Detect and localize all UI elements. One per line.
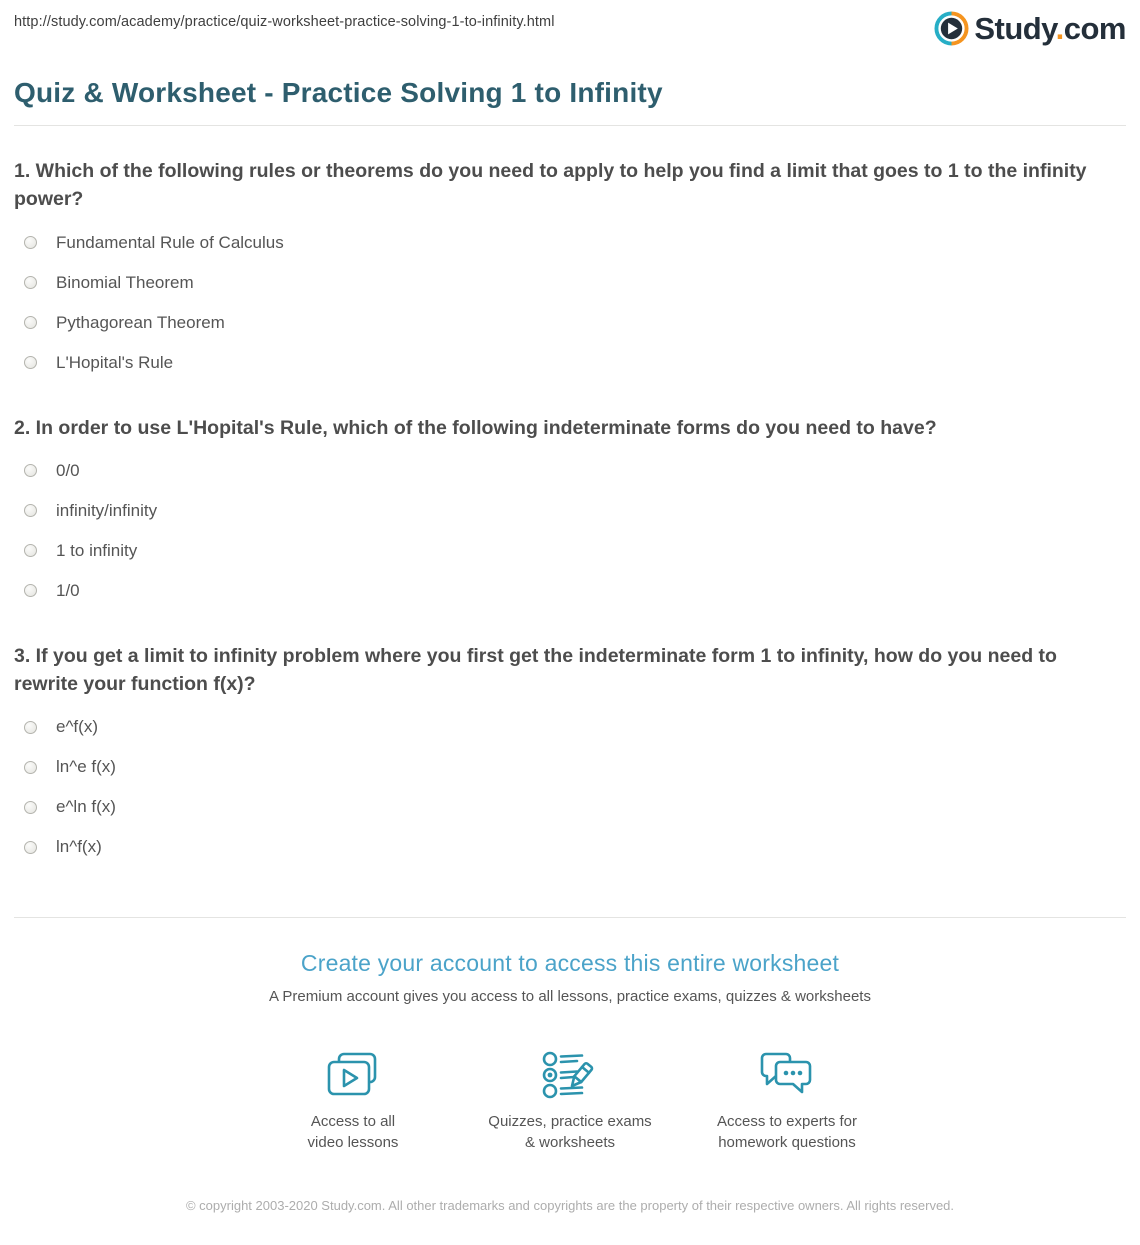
- cta-heading[interactable]: Create your account to access this entire worksheet: [300, 950, 840, 977]
- answer-option-label: 0/0: [56, 460, 80, 480]
- answer-option-label: e^f(x): [56, 717, 98, 737]
- radio-button[interactable]: [24, 276, 37, 289]
- answer-option-label: 1 to infinity: [56, 540, 138, 560]
- radio-button[interactable]: [24, 584, 37, 597]
- answer-option[interactable]: [14, 531, 1126, 571]
- page-title: Quiz & Worksheet - Practice Solving 1 to Infinity: [14, 77, 663, 108]
- answer-option-label: L'Hopital's Rule: [56, 352, 174, 372]
- chat-bubbles-icon: [679, 1047, 896, 1102]
- answer-option-label: Fundamental Rule of Calculus: [56, 232, 284, 252]
- question-text: 2. In order to use L'Hopital's Rule, which of the following indeterminate forms do you need to have?: [14, 416, 937, 439]
- answer-option[interactable]: [14, 571, 1126, 611]
- question-2: [14, 414, 1126, 611]
- page-header: [14, 0, 1126, 46]
- answer-option-label: infinity/infinity: [56, 500, 158, 520]
- answer-option[interactable]: [14, 451, 1126, 491]
- answer-option[interactable]: [14, 263, 1126, 303]
- quiz-checklist-icon: [462, 1047, 679, 1102]
- video-play-icon: [245, 1047, 462, 1102]
- question-1: [14, 157, 1126, 383]
- answer-option[interactable]: [14, 223, 1126, 263]
- feature-caption: Quizzes, practice exams & worksheets: [488, 1113, 652, 1151]
- answer-option[interactable]: [14, 491, 1126, 531]
- feature-list: [14, 1047, 1126, 1153]
- radio-button[interactable]: [24, 841, 37, 854]
- radio-button[interactable]: [24, 356, 37, 369]
- answer-option-label: ln^e f(x): [56, 757, 116, 777]
- answer-option[interactable]: [14, 827, 1126, 867]
- answer-option[interactable]: [14, 303, 1126, 343]
- question-text: 3. If you get a limit to infinity problem where you first get the indeterminate form 1 to infinity, how do you need to rewrite your function f(x)?: [14, 644, 1057, 696]
- radio-button[interactable]: [24, 464, 37, 477]
- feature-caption: Access to experts for homework questions: [716, 1113, 858, 1151]
- answer-option[interactable]: [14, 747, 1126, 787]
- cta-divider: [14, 917, 1126, 918]
- question-3: [14, 642, 1126, 868]
- radio-button[interactable]: [24, 316, 37, 329]
- feature-video-lessons: [245, 1047, 462, 1153]
- cta-subheading: A Premium account gives you access to all lessons, practice exams, quizzes & worksheets: [269, 988, 871, 1006]
- answer-option-label: ln^f(x): [56, 837, 102, 857]
- radio-button[interactable]: [24, 761, 37, 774]
- radio-button[interactable]: [24, 236, 37, 249]
- answer-option-label: Binomial Theorem: [56, 272, 194, 292]
- radio-button[interactable]: [24, 721, 37, 734]
- feature-experts: [679, 1047, 896, 1153]
- answer-option[interactable]: [14, 707, 1126, 747]
- title-divider: [14, 125, 1126, 126]
- studycom-play-icon: [934, 11, 969, 46]
- question-text: 1. Which of the following rules or theorems do you need to apply to help you find a limit that goes to 1 to the infinity power?: [14, 160, 1087, 211]
- radio-button[interactable]: [24, 504, 37, 517]
- copyright-text: © copyright 2003-2020 Study.com. All other trademarks and copyrights are the property of their respective owners. All rights reserved.: [185, 1197, 955, 1213]
- studycom-logo-text: Study.com: [974, 11, 1126, 46]
- answer-option-label: 1/0: [56, 580, 80, 600]
- answer-option[interactable]: [14, 787, 1126, 827]
- feature-caption: Access to all video lessons: [307, 1113, 399, 1151]
- answer-option[interactable]: [14, 343, 1126, 383]
- feature-quizzes: [462, 1047, 679, 1153]
- answer-option-label: e^ln f(x): [56, 797, 116, 817]
- page-url: http://study.com/academy/practice/quiz-worksheet-practice-solving-1-to-infinity.html: [14, 14, 555, 30]
- radio-button[interactable]: [24, 544, 37, 557]
- answer-option-label: Pythagorean Theorem: [56, 312, 225, 332]
- radio-button[interactable]: [24, 801, 37, 814]
- studycom-logo[interactable]: [934, 11, 1126, 46]
